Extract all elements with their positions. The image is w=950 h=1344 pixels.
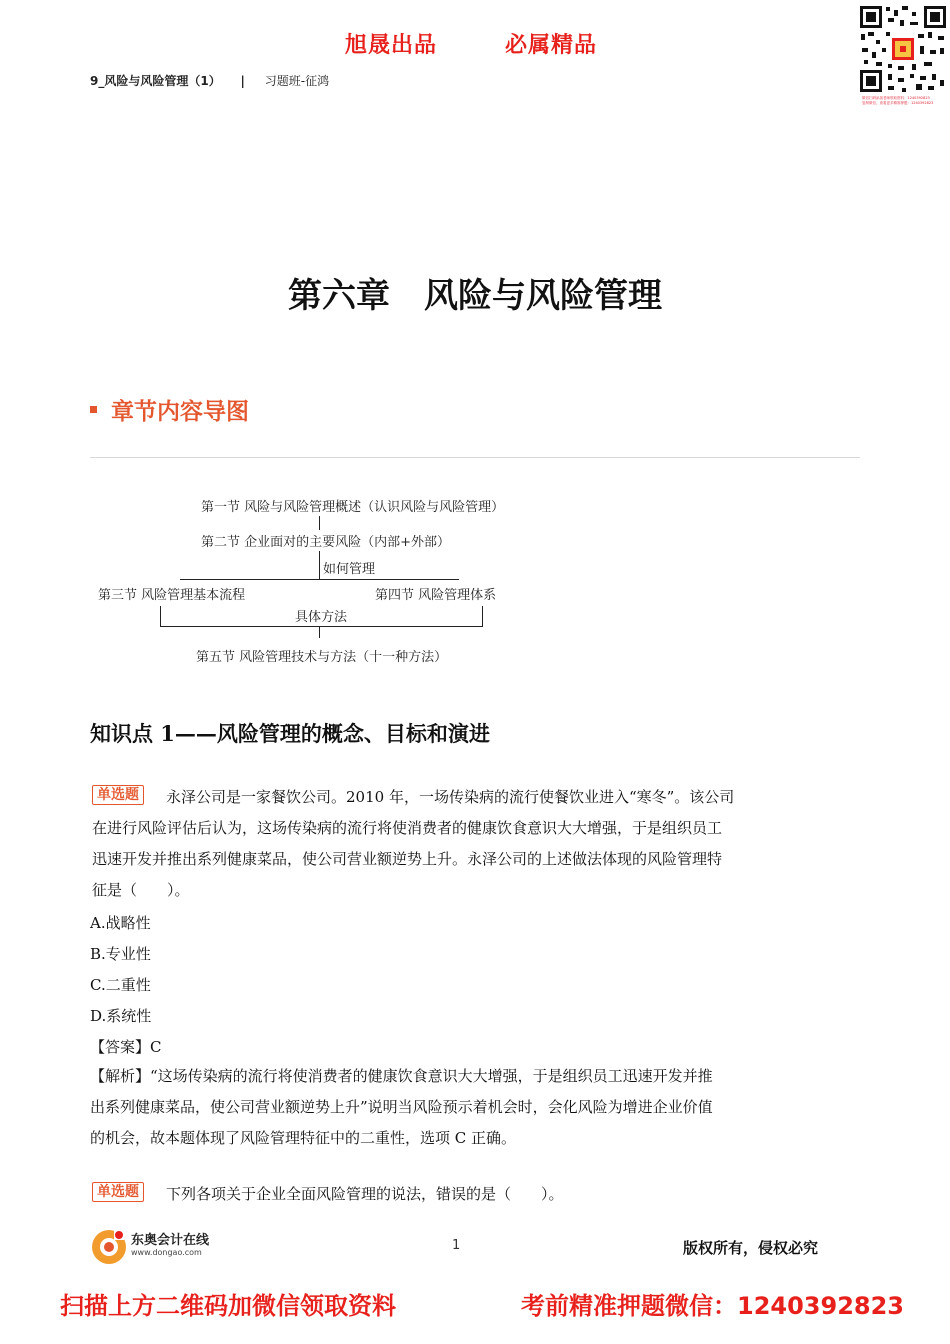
divider <box>90 457 860 458</box>
map-node-section4: 第四节 风险管理体系 <box>375 588 497 603</box>
analysis-line: 出系列健康菜品，使公司营业额逆势上升”说明当风险预示着机会时，会化风险为增进企业价值 <box>90 1098 713 1116</box>
page-number: 1 <box>452 1238 461 1253</box>
banner-left: 旭晟出品 <box>345 33 438 58</box>
question-1-stem <box>92 782 860 906</box>
stem-line: 永泽公司是一家餐饮公司。2010 年，一场传染病的流行使餐饮业进入“寒冬”。该公司 <box>166 788 735 806</box>
stem-line: 征是（ ）。 <box>92 881 190 899</box>
top-banner <box>0 28 950 60</box>
question-2-stem <box>92 1179 860 1210</box>
map-connector <box>160 626 483 627</box>
header-separator: | <box>240 74 245 88</box>
qr-code-icon <box>858 4 948 94</box>
map-connector <box>319 516 320 530</box>
map-connector <box>180 579 459 580</box>
map-node-section3: 第三节 风险管理基本流程 <box>98 588 246 603</box>
single-choice-badge: 单选题 <box>92 785 144 805</box>
analysis-line: 的机会，故本题体现了风险管理特征中的二重性，选项 C 正确。 <box>90 1129 517 1147</box>
bottom-promo-right: 考前精准押题微信：1240392823 <box>521 1292 904 1320</box>
qr-caption-line1: 微信扫码添加老师领取资料：1240392823 <box>862 96 930 100</box>
map-node-section5: 第五节 风险管理技术与方法（十一种方法） <box>196 650 448 665</box>
knowledge-point-title: 知识点 1——风险管理的概念、目标和演进 <box>90 721 490 746</box>
doc-name: 9_风险与风险管理（1） <box>90 74 221 88</box>
option-b: B.专业性 <box>90 945 151 963</box>
option-a: A.战略性 <box>90 914 151 932</box>
qr-caption-line2: 复制微信，查看更多精准押题：1240392823 <box>862 100 934 105</box>
map-connector <box>482 606 483 626</box>
logo-text: 东奥会计在线 <box>131 1233 210 1248</box>
banner-right: 必属精品 <box>505 33 598 58</box>
map-node-section1: 第一节 风险与风险管理概述（认识风险与风险管理） <box>201 500 505 515</box>
map-connector <box>319 626 320 638</box>
bottom-promo-left: 扫描上方二维码加微信领取资料 <box>60 1292 396 1320</box>
stem-line: 在进行风险评估后认为，这场传染病的流行将使消费者的健康饮食意识大大增强，于是组织员工 <box>92 819 723 837</box>
analysis <box>90 1061 858 1154</box>
single-choice-badge: 单选题 <box>92 1182 144 1202</box>
stem-line: 迅速开发并推出系列健康菜品，使公司营业额逆势上升。永泽公司的上述做法体现的风险管理特 <box>92 850 723 868</box>
stem-line: 下列各项关于企业全面风险管理的说法，错误的是（ ）。 <box>166 1185 564 1203</box>
analysis-line: 【解析】“这场传染病的流行将使消费者的健康饮食意识大大增强，于是组织员工迅速开发并推 <box>90 1067 713 1085</box>
answer: 【答案】C <box>90 1038 162 1056</box>
running-header <box>90 72 329 89</box>
square-bullet-icon <box>90 406 97 413</box>
section-heading <box>90 393 249 426</box>
section-heading-text: 章节内容导图 <box>111 399 249 425</box>
map-node-specific-methods: 具体方法 <box>295 610 348 625</box>
logo-url: www.dongao.com <box>131 1248 202 1257</box>
map-node-how-to-manage: 如何管理 <box>323 562 376 577</box>
option-c: C.二重性 <box>90 976 151 994</box>
map-connector <box>160 606 161 626</box>
qr-caption <box>862 96 946 105</box>
option-d: D.系统性 <box>90 1007 152 1025</box>
course-name: 习题班-征鸿 <box>264 74 330 88</box>
chapter-title: 第六章 风险与风险管理 <box>288 276 662 316</box>
copyright: 版权所有，侵权必究 <box>683 1239 819 1257</box>
dongao-logo <box>90 1226 225 1266</box>
map-connector <box>319 551 320 579</box>
dongao-logo-icon <box>90 1228 128 1266</box>
map-node-section2: 第二节 企业面对的主要风险（内部+外部） <box>201 535 451 550</box>
